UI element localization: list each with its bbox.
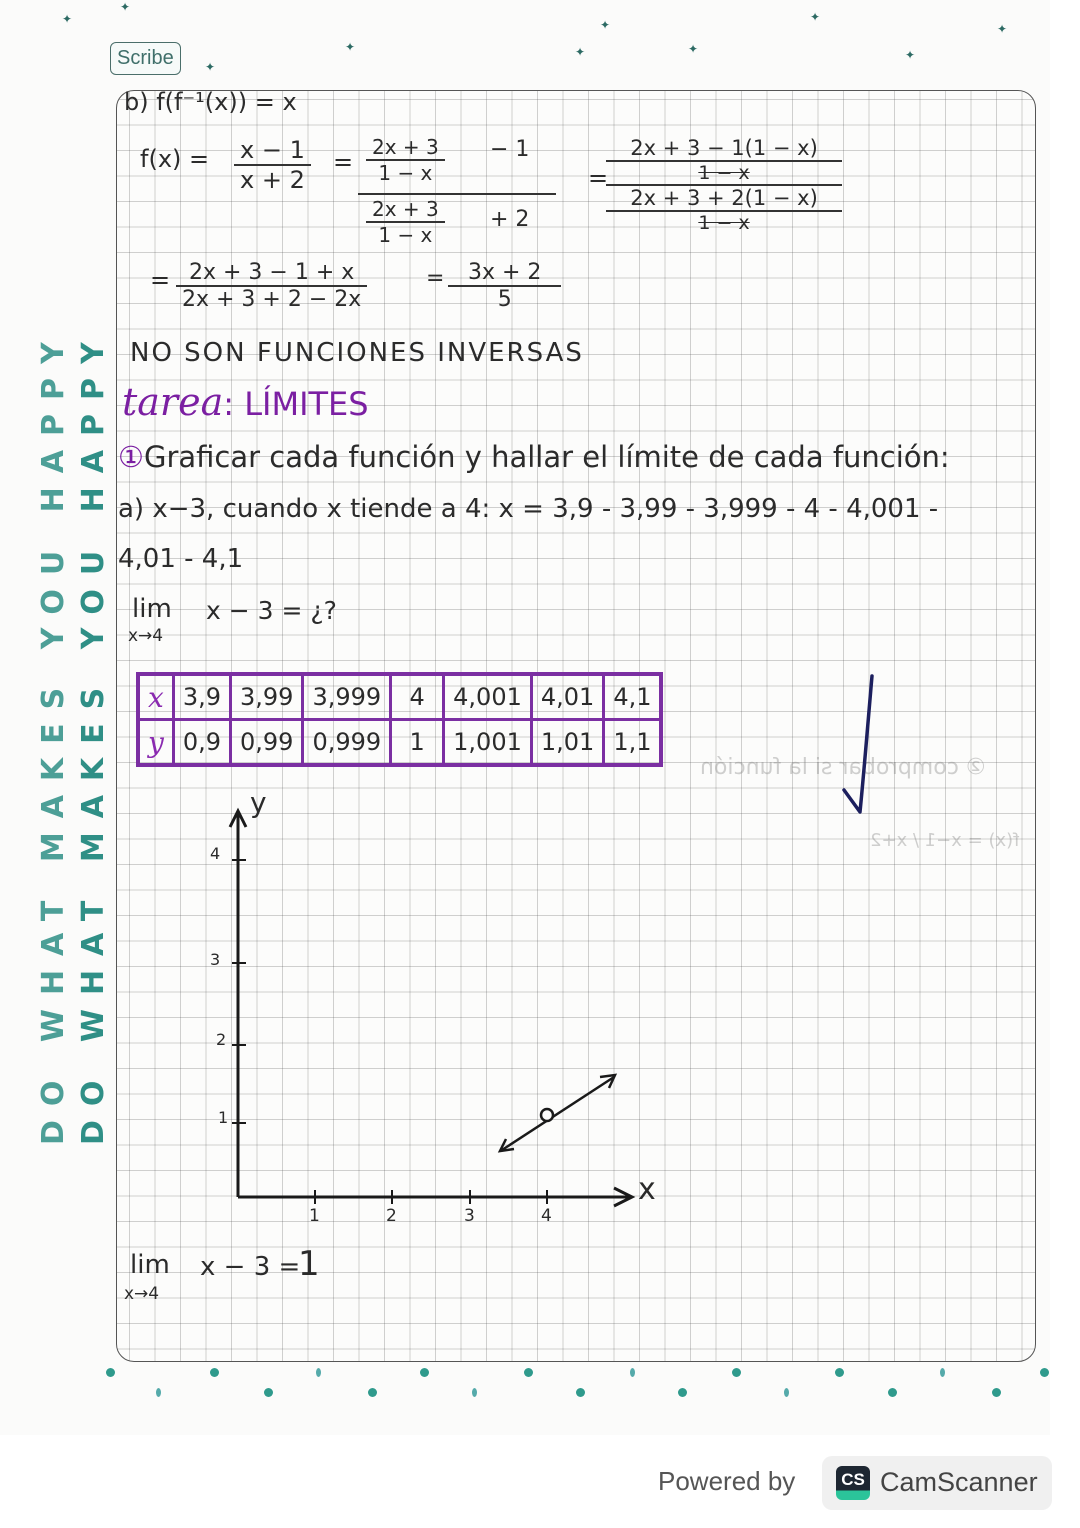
row-header-x: x — [138, 674, 173, 720]
table-cell: 4,01 — [531, 674, 603, 720]
table-cell: 0,999 — [303, 720, 391, 766]
step1-num-num: 2x + 3 — [366, 135, 445, 161]
step2-den-sub: 1 − x — [698, 212, 750, 234]
equals-sign: = — [588, 164, 609, 192]
answer-value: 1 — [298, 1244, 320, 1284]
function-graph — [190, 785, 690, 1245]
values-table — [136, 672, 663, 767]
camscanner-name: CamScanner — [880, 1467, 1038, 1497]
f-denominator: x + 2 — [240, 166, 305, 194]
table-cell: 3,99 — [231, 674, 303, 720]
table-cell: 1,001 — [444, 720, 532, 766]
result-fraction — [448, 260, 561, 312]
item-a-line1: a) x−3, cuando x tiende a 4: x = 3,9 - 3,99 - 3,999 - 4 - 4,001 - — [118, 494, 939, 524]
equals-sign: = — [150, 266, 171, 294]
table-cell: 3,999 — [303, 674, 391, 720]
table-row-x — [138, 674, 661, 720]
table-cell: 1,01 — [531, 720, 603, 766]
star-decoration-icon: ✦ — [345, 40, 356, 54]
graph-x-label: x — [638, 1172, 656, 1207]
camscanner-logo-icon: CS — [836, 1466, 870, 1500]
result-denominator: 5 — [497, 287, 512, 312]
table-cell: 0,99 — [231, 720, 303, 766]
decorative-dots-row — [100, 1368, 1050, 1388]
graph-y-label: y — [250, 786, 267, 819]
homework-title — [122, 380, 369, 424]
table-cell: 4 — [391, 674, 444, 720]
star-decoration-icon: ✦ — [905, 48, 916, 62]
open-circle-point-icon — [541, 1109, 553, 1121]
star-decoration-icon: ✦ — [688, 42, 699, 56]
f-label: f(x) = — [140, 145, 210, 173]
side-motto: DO WHAT MAKES YOU HAPPY — [76, 328, 111, 1145]
bleed-through-text: f(x) = x−1 / x+2 — [870, 830, 1020, 851]
y-tick-label: 2 — [216, 1030, 227, 1049]
equals-sign: = — [426, 266, 445, 291]
question-lim: lim — [132, 594, 172, 624]
camscanner-badge[interactable] — [822, 1456, 1052, 1510]
conclusion-text: NO SON FUNCIONES INVERSAS — [130, 338, 584, 368]
step1-den-num: 2x + 3 — [366, 197, 445, 223]
decorative-dots-row — [100, 1388, 1050, 1408]
star-decoration-icon: ✦ — [600, 18, 611, 32]
answer-expression: x − 3 = — [200, 1252, 301, 1282]
step1-num-den: 1 − x — [378, 161, 433, 185]
side-motto-faded: DO WHAT MAKES YOU HAPPY — [36, 328, 71, 1145]
table-cell: 4,001 — [444, 674, 532, 720]
result-numerator: 3x + 2 — [448, 260, 561, 287]
bleed-through-text: ② comprobar si la función — [700, 755, 986, 780]
step1-den-tail: + 2 — [490, 207, 530, 232]
powered-by-text: Powered by — [658, 1466, 796, 1496]
step2-complex-fraction — [606, 136, 842, 234]
x-tick-label: 2 — [386, 1206, 397, 1226]
homework-title-script: tarea — [122, 380, 224, 424]
step1-inner-fraction-den — [366, 197, 445, 247]
y-tick-label: 1 — [218, 1108, 229, 1127]
star-decoration-icon: ✦ — [62, 12, 73, 26]
question-expression: x − 3 = ¿? — [206, 596, 337, 625]
step1-den-den: 1 − x — [378, 223, 433, 247]
star-decoration-icon: ✦ — [810, 10, 821, 24]
row-header-y: y — [138, 720, 173, 766]
answer-lim: lim — [130, 1250, 170, 1280]
scribe-logo: Scribe — [110, 42, 181, 75]
circled-number-icon: ① — [118, 440, 144, 474]
y-tick-label: 4 — [210, 844, 221, 863]
table-cell: 4,1 — [604, 674, 662, 720]
star-decoration-icon: ✦ — [205, 60, 216, 74]
step3-fraction — [176, 260, 367, 312]
x-tick-label: 4 — [541, 1206, 552, 1226]
step3-numerator: 2x + 3 − 1 + x — [176, 260, 367, 287]
step1-inner-fraction — [366, 135, 445, 185]
answer-lim-sub: x→4 — [124, 1284, 160, 1304]
y-tick-label: 3 — [210, 950, 221, 969]
step2-denominator: 2x + 3 + 2(1 − x) — [606, 186, 842, 212]
step3-denominator: 2x + 3 + 2 − 2x — [182, 287, 362, 312]
f-fraction — [234, 136, 311, 194]
checkmark-icon — [838, 672, 898, 822]
table-cell: 1,1 — [604, 720, 662, 766]
table-cell: 3,9 — [173, 674, 230, 720]
star-decoration-icon: ✦ — [120, 0, 131, 14]
step1-num-tail: − 1 — [490, 137, 530, 162]
instruction-text: Graficar cada función y hallar el límite de cada función: — [144, 440, 950, 474]
star-decoration-icon: ✦ — [997, 22, 1008, 36]
x-tick-label: 3 — [464, 1206, 475, 1226]
question-lim-sub: x→4 — [128, 626, 164, 646]
table-cell: 1 — [391, 720, 444, 766]
item-a-line2: 4,01 - 4,1 — [118, 544, 244, 574]
instruction-line — [118, 440, 950, 474]
x-tick-label: 1 — [309, 1206, 320, 1226]
homework-title-caps: : LÍMITES — [223, 385, 369, 423]
step2-num-sub: 1 − x — [606, 162, 842, 186]
star-decoration-icon: ✦ — [575, 45, 586, 59]
table-row-y — [138, 720, 661, 766]
step2-numerator: 2x + 3 − 1(1 − x) — [606, 136, 842, 162]
table-cell: 0,9 — [173, 720, 230, 766]
equals-sign: = — [333, 148, 354, 176]
f-numerator: x − 1 — [234, 136, 311, 166]
step1-complex-fraction — [358, 135, 556, 251]
part-b-title: b) f(f⁻¹(x)) = x — [124, 88, 297, 116]
